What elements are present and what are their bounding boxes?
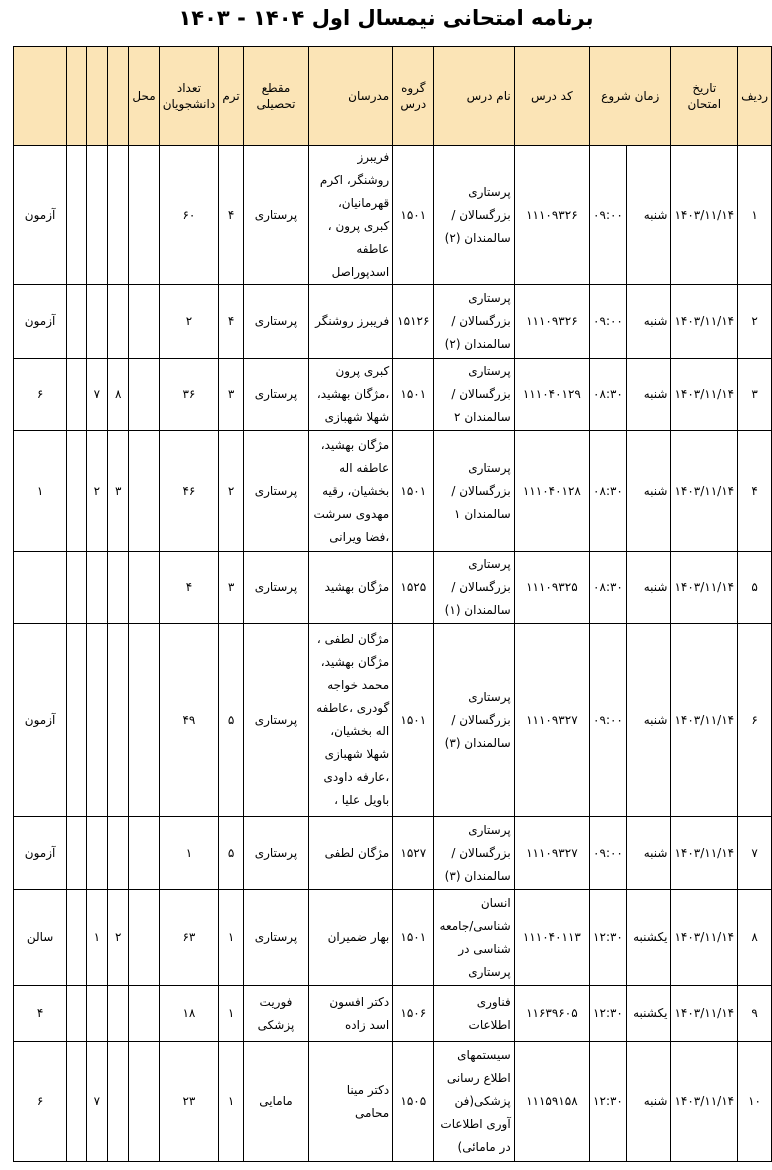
cell-extra [86, 552, 107, 624]
cell-radif: ۱ [738, 146, 772, 285]
cell-teachers: دکتر افسون اسد زاده [309, 986, 393, 1042]
cell-date: ۱۴۰۳/۱۱/۱۴ [671, 817, 738, 890]
cell-place: ۱ [14, 431, 67, 552]
header-date: تاریخ امتحان [671, 47, 738, 146]
cell-extra [129, 817, 159, 890]
cell-day: شنبه [626, 431, 671, 552]
header-course-name: نام درس [434, 47, 514, 146]
table-row [14, 1042, 772, 1162]
cell-date: ۱۴۰۳/۱۱/۱۴ [671, 285, 738, 359]
cell-extra: ۲ [86, 431, 107, 552]
cell-teachers: کبری پرون ،مژگان بهشید، شهلا شهبازی [309, 359, 393, 431]
cell-level: پرستاری [243, 890, 308, 986]
cell-empty [67, 146, 86, 285]
cell-place: آزمون [14, 817, 67, 890]
cell-radif: ۷ [738, 817, 772, 890]
cell-code: ۱۱۶۳۹۶۰۵ [514, 986, 589, 1042]
cell-extra [86, 146, 107, 285]
cell-code: ۱۱۱۰۹۳۲۶ [514, 285, 589, 359]
table-row [14, 359, 772, 431]
cell-teachers: مژگان بهشید [309, 552, 393, 624]
table-row [14, 431, 772, 552]
cell-term: ۳ [219, 552, 244, 624]
cell-level: پرستاری [243, 624, 308, 817]
cell-date: ۱۴۰۳/۱۱/۱۴ [671, 1042, 738, 1162]
cell-day: شنبه [626, 817, 671, 890]
cell-level: پرستاری [243, 552, 308, 624]
cell-place: آزمون [14, 146, 67, 285]
cell-day: شنبه [626, 146, 671, 285]
cell-extra: ۱ [86, 890, 107, 986]
cell-extra [86, 624, 107, 817]
cell-extra [86, 986, 107, 1042]
cell-time: ۱۲:۳۰ [590, 890, 627, 986]
page-title: برنامه امتحانی نیمسال اول ۱۴۰۴ - ۱۴۰۳ [178, 6, 594, 30]
cell-code: ۱۱۱۰۴۰۱۲۹ [514, 359, 589, 431]
cell-empty [67, 624, 86, 817]
cell-course: پرستاری بزرگسالان / سالمندان (۲) [434, 146, 514, 285]
cell-extra: ۷ [86, 1042, 107, 1162]
cell-level: فوریت پزشکی [243, 986, 308, 1042]
cell-code: ۱۱۱۰۹۳۲۷ [514, 624, 589, 817]
cell-day: یکشنبه [626, 890, 671, 986]
cell-group: ۱۵۱۲۶ [393, 285, 434, 359]
cell-date: ۱۴۰۳/۱۱/۱۴ [671, 890, 738, 986]
cell-extra [108, 986, 129, 1042]
cell-extra [129, 285, 159, 359]
header-student-count: تعداد دانشجویان [159, 47, 218, 146]
cell-count: ۲۳ [159, 1042, 218, 1162]
cell-course: انسان شناسی/جامعه شناسی در پرستاری [434, 890, 514, 986]
cell-extra [129, 431, 159, 552]
cell-extra: ۳ [108, 431, 129, 552]
cell-count: ۴۹ [159, 624, 218, 817]
cell-place: آزمون [14, 624, 67, 817]
cell-group: ۱۵۰۱ [393, 146, 434, 285]
cell-group: ۱۵۰۱ [393, 359, 434, 431]
cell-code: ۱۱۱۰۹۳۲۵ [514, 552, 589, 624]
cell-level: پرستاری [243, 285, 308, 359]
cell-empty [67, 552, 86, 624]
cell-extra [129, 986, 159, 1042]
cell-extra [86, 285, 107, 359]
cell-empty [67, 817, 86, 890]
cell-count: ۱ [159, 817, 218, 890]
cell-extra [108, 146, 129, 285]
header-empty [108, 47, 129, 146]
cell-time: ۰۸:۳۰ [590, 431, 627, 552]
cell-count: ۶۳ [159, 890, 218, 986]
cell-extra: ۲ [108, 890, 129, 986]
cell-place: ۴ [14, 986, 67, 1042]
cell-time: ۰۸:۳۰ [590, 552, 627, 624]
header-empty [14, 47, 67, 146]
cell-extra [108, 1042, 129, 1162]
cell-group: ۱۵۰۵ [393, 1042, 434, 1162]
cell-term: ۴ [219, 146, 244, 285]
cell-empty [67, 1042, 86, 1162]
cell-extra [129, 1042, 159, 1162]
cell-time: ۰۹:۰۰ [590, 146, 627, 285]
cell-place: آزمون [14, 285, 67, 359]
header-level: مقطع تحصیلی [243, 47, 308, 146]
cell-time: ۰۹:۰۰ [590, 285, 627, 359]
cell-term: ۵ [219, 817, 244, 890]
header-course-code: کد درس [514, 47, 589, 146]
cell-time: ۱۲:۳۰ [590, 1042, 627, 1162]
cell-day: شنبه [626, 1042, 671, 1162]
cell-extra: ۷ [86, 359, 107, 431]
cell-radif: ۸ [738, 890, 772, 986]
cell-group: ۱۵۰۱ [393, 624, 434, 817]
cell-place: سالن [14, 890, 67, 986]
cell-level: پرستاری [243, 146, 308, 285]
cell-extra [108, 817, 129, 890]
cell-place: ۶ [14, 1042, 67, 1162]
cell-radif: ۲ [738, 285, 772, 359]
cell-term: ۱ [219, 890, 244, 986]
cell-teachers: بهار ضمیران [309, 890, 393, 986]
cell-course: سیستمهای اطلاع رسانی پزشکی(فن آوری اطلاعات در مامائی) [434, 1042, 514, 1162]
cell-group: ۱۵۰۱ [393, 431, 434, 552]
cell-term: ۳ [219, 359, 244, 431]
table-row [14, 552, 772, 624]
header-start-time: زمان شروع [590, 47, 671, 146]
cell-empty [67, 359, 86, 431]
cell-level: پرستاری [243, 817, 308, 890]
cell-group: ۱۵۲۷ [393, 817, 434, 890]
table-row [14, 285, 772, 359]
cell-day: شنبه [626, 359, 671, 431]
cell-course: پرستاری بزرگسالان / سالمندان ۱ [434, 431, 514, 552]
header-place: محل [129, 47, 159, 146]
table-row [14, 890, 772, 986]
cell-radif: ۱۰ [738, 1042, 772, 1162]
cell-count: ۶۰ [159, 146, 218, 285]
cell-count: ۳۶ [159, 359, 218, 431]
table-row [14, 817, 772, 890]
cell-count: ۱۸ [159, 986, 218, 1042]
cell-course: پرستاری بزرگسالان / سالمندان (۱) [434, 552, 514, 624]
cell-group: ۱۵۲۵ [393, 552, 434, 624]
cell-empty [67, 431, 86, 552]
cell-empty [67, 890, 86, 986]
cell-empty [67, 986, 86, 1042]
cell-empty [67, 285, 86, 359]
cell-extra [129, 624, 159, 817]
cell-place: ۶ [14, 359, 67, 431]
cell-code: ۱۱۱۰۴۰۱۱۳ [514, 890, 589, 986]
cell-teachers: دکتر مینا محامی [309, 1042, 393, 1162]
cell-time: ۰۹:۰۰ [590, 624, 627, 817]
cell-date: ۱۴۰۳/۱۱/۱۴ [671, 146, 738, 285]
cell-teachers: مژگان بهشید، عاطفه اله بخشیان، رقیه مهدوی سرشت ،فضا ویرانی [309, 431, 393, 552]
header-radif: ردیف [738, 47, 772, 146]
cell-date: ۱۴۰۳/۱۱/۱۴ [671, 431, 738, 552]
cell-teachers: مژگان لطفی ، مژگان بهشید، محمد خواجه گودری ،عاطفه اله بخشیان، شهلا شهبازی ،عارفه داودی باویل علیا ، [309, 624, 393, 817]
cell-extra [108, 624, 129, 817]
cell-extra [129, 552, 159, 624]
cell-extra [108, 552, 129, 624]
table-row [14, 624, 772, 817]
cell-term: ۱ [219, 1042, 244, 1162]
exam-schedule-table [13, 46, 772, 1162]
table-row [14, 146, 772, 285]
cell-extra [86, 817, 107, 890]
cell-code: ۱۱۱۰۹۳۲۶ [514, 146, 589, 285]
header-group: گروه درس [393, 47, 434, 146]
header-teachers: مدرسان [309, 47, 393, 146]
cell-term: ۱ [219, 986, 244, 1042]
header-empty [86, 47, 107, 146]
cell-date: ۱۴۰۳/۱۱/۱۴ [671, 359, 738, 431]
cell-time: ۱۲:۳۰ [590, 986, 627, 1042]
header-empty [67, 47, 86, 146]
cell-course: پرستاری بزرگسالان / سالمندان (۲) [434, 285, 514, 359]
header-term: ترم [219, 47, 244, 146]
cell-term: ۲ [219, 431, 244, 552]
cell-course: پرستاری بزرگسالان / سالمندان ۲ [434, 359, 514, 431]
cell-radif: ۶ [738, 624, 772, 817]
cell-day: یکشنبه [626, 986, 671, 1042]
cell-radif: ۵ [738, 552, 772, 624]
cell-extra [108, 285, 129, 359]
cell-day: شنبه [626, 285, 671, 359]
cell-extra [129, 146, 159, 285]
cell-count: ۲ [159, 285, 218, 359]
cell-group: ۱۵۰۶ [393, 986, 434, 1042]
cell-date: ۱۴۰۳/۱۱/۱۴ [671, 624, 738, 817]
cell-level: مامایی [243, 1042, 308, 1162]
table-row [14, 986, 772, 1042]
cell-date: ۱۴۰۳/۱۱/۱۴ [671, 986, 738, 1042]
cell-course: فناوری اطلاعات [434, 986, 514, 1042]
cell-term: ۵ [219, 624, 244, 817]
cell-term: ۴ [219, 285, 244, 359]
cell-teachers: فریبرز روشنگر، اکرم قهرمانیان، کبری پرون ، عاطفه اسدپوراصل [309, 146, 393, 285]
cell-teachers: مژگان لطفی [309, 817, 393, 890]
cell-extra: ۸ [108, 359, 129, 431]
cell-radif: ۹ [738, 986, 772, 1042]
cell-teachers: فریبرز روشنگر [309, 285, 393, 359]
cell-day: شنبه [626, 552, 671, 624]
table-header-row [14, 47, 772, 146]
cell-day: شنبه [626, 624, 671, 817]
cell-code: ۱۱۱۵۹۱۵۸ [514, 1042, 589, 1162]
cell-level: پرستاری [243, 359, 308, 431]
cell-time: ۰۸:۳۰ [590, 359, 627, 431]
cell-place [14, 552, 67, 624]
cell-count: ۴ [159, 552, 218, 624]
cell-level: پرستاری [243, 431, 308, 552]
cell-code: ۱۱۱۰۴۰۱۲۸ [514, 431, 589, 552]
cell-course: پرستاری بزرگسالان / سالمندان (۳) [434, 624, 514, 817]
cell-count: ۴۶ [159, 431, 218, 552]
cell-extra [129, 359, 159, 431]
cell-group: ۱۵۰۱ [393, 890, 434, 986]
cell-code: ۱۱۱۰۹۳۲۷ [514, 817, 589, 890]
cell-course: پرستاری بزرگسالان / سالمندان (۳) [434, 817, 514, 890]
cell-time: ۰۹:۰۰ [590, 817, 627, 890]
cell-radif: ۳ [738, 359, 772, 431]
cell-extra [129, 890, 159, 986]
cell-date: ۱۴۰۳/۱۱/۱۴ [671, 552, 738, 624]
cell-radif: ۴ [738, 431, 772, 552]
